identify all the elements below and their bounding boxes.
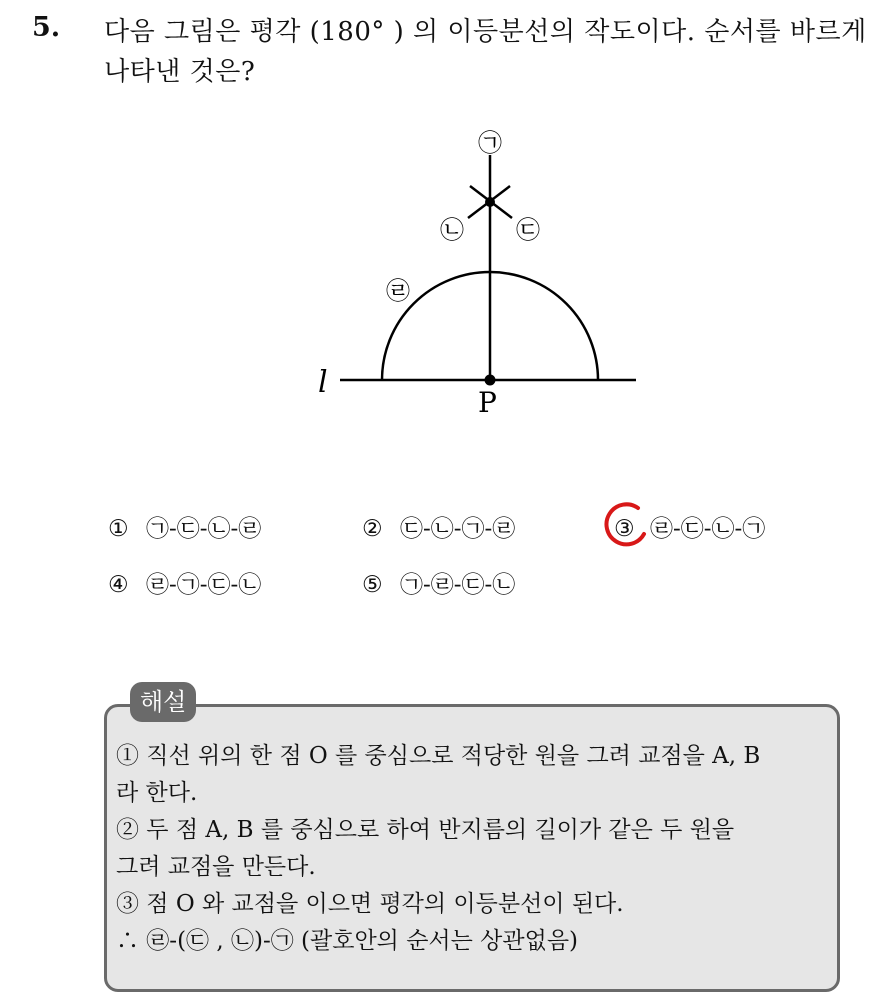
choice-text: ㉣-㉠-㉢-㉡ — [145, 572, 262, 598]
choice-2[interactable] — [362, 510, 515, 543]
choice-text: ㉠-㉢-㉡-㉣ — [145, 516, 262, 542]
explanation-text — [116, 738, 832, 960]
explanation-line: ① 직선 위의 한 점 O 를 중심으로 적당한 원을 그려 교점을 A, B — [116, 743, 761, 769]
explanation-line: ② 두 점 A, B 를 중심으로 하여 반지름의 길이가 같은 두 원을 — [116, 817, 735, 843]
choice-number: ⑤ — [362, 572, 383, 598]
choice-1[interactable] — [108, 510, 261, 543]
explanation-line: 라 한다. — [116, 780, 198, 806]
explanation-line: 그려 교점을 만든다. — [116, 854, 316, 880]
step-label-r: ㉣ — [386, 277, 410, 305]
intersection-point — [485, 197, 495, 207]
choice-text: ㉣-㉢-㉡-㉠ — [649, 516, 766, 542]
explanation-line: ∴ ㉣-(㉢ , ㉡)-㉠ (괄호안의 순서는 상관없음) — [116, 928, 579, 954]
explanation-line: ③ 점 O 와 교점을 이으면 평각의 이등분선이 된다. — [116, 891, 624, 917]
choice-number: ④ — [108, 572, 129, 598]
point-label-p: P — [478, 386, 497, 419]
question-text: 다음 그림은 평각 (180° ) 의 이등분선의 작도이다. 순서를 바르게 나타낸 것은? — [104, 17, 867, 87]
point-p — [485, 375, 496, 386]
step-label-g: ㉠ — [478, 129, 502, 157]
line-label-l: l — [318, 365, 328, 400]
choice-3[interactable] — [614, 510, 765, 543]
choice-text: ㉠-㉣-㉢-㉡ — [399, 572, 516, 598]
choice-number: ① — [108, 516, 129, 542]
choice-4[interactable] — [108, 566, 261, 599]
construction-figure — [0, 0, 884, 470]
step-label-n: ㉡ — [440, 216, 464, 244]
choice-text: ㉢-㉡-㉠-㉣ — [399, 516, 516, 542]
explanation-tab: 해설 — [130, 682, 196, 722]
choice-number: ② — [362, 516, 383, 542]
choice-5[interactable] — [362, 566, 515, 599]
step-label-d: ㉢ — [516, 216, 540, 244]
question-number: 5. — [32, 12, 61, 43]
choice-number: ③ — [614, 516, 635, 542]
